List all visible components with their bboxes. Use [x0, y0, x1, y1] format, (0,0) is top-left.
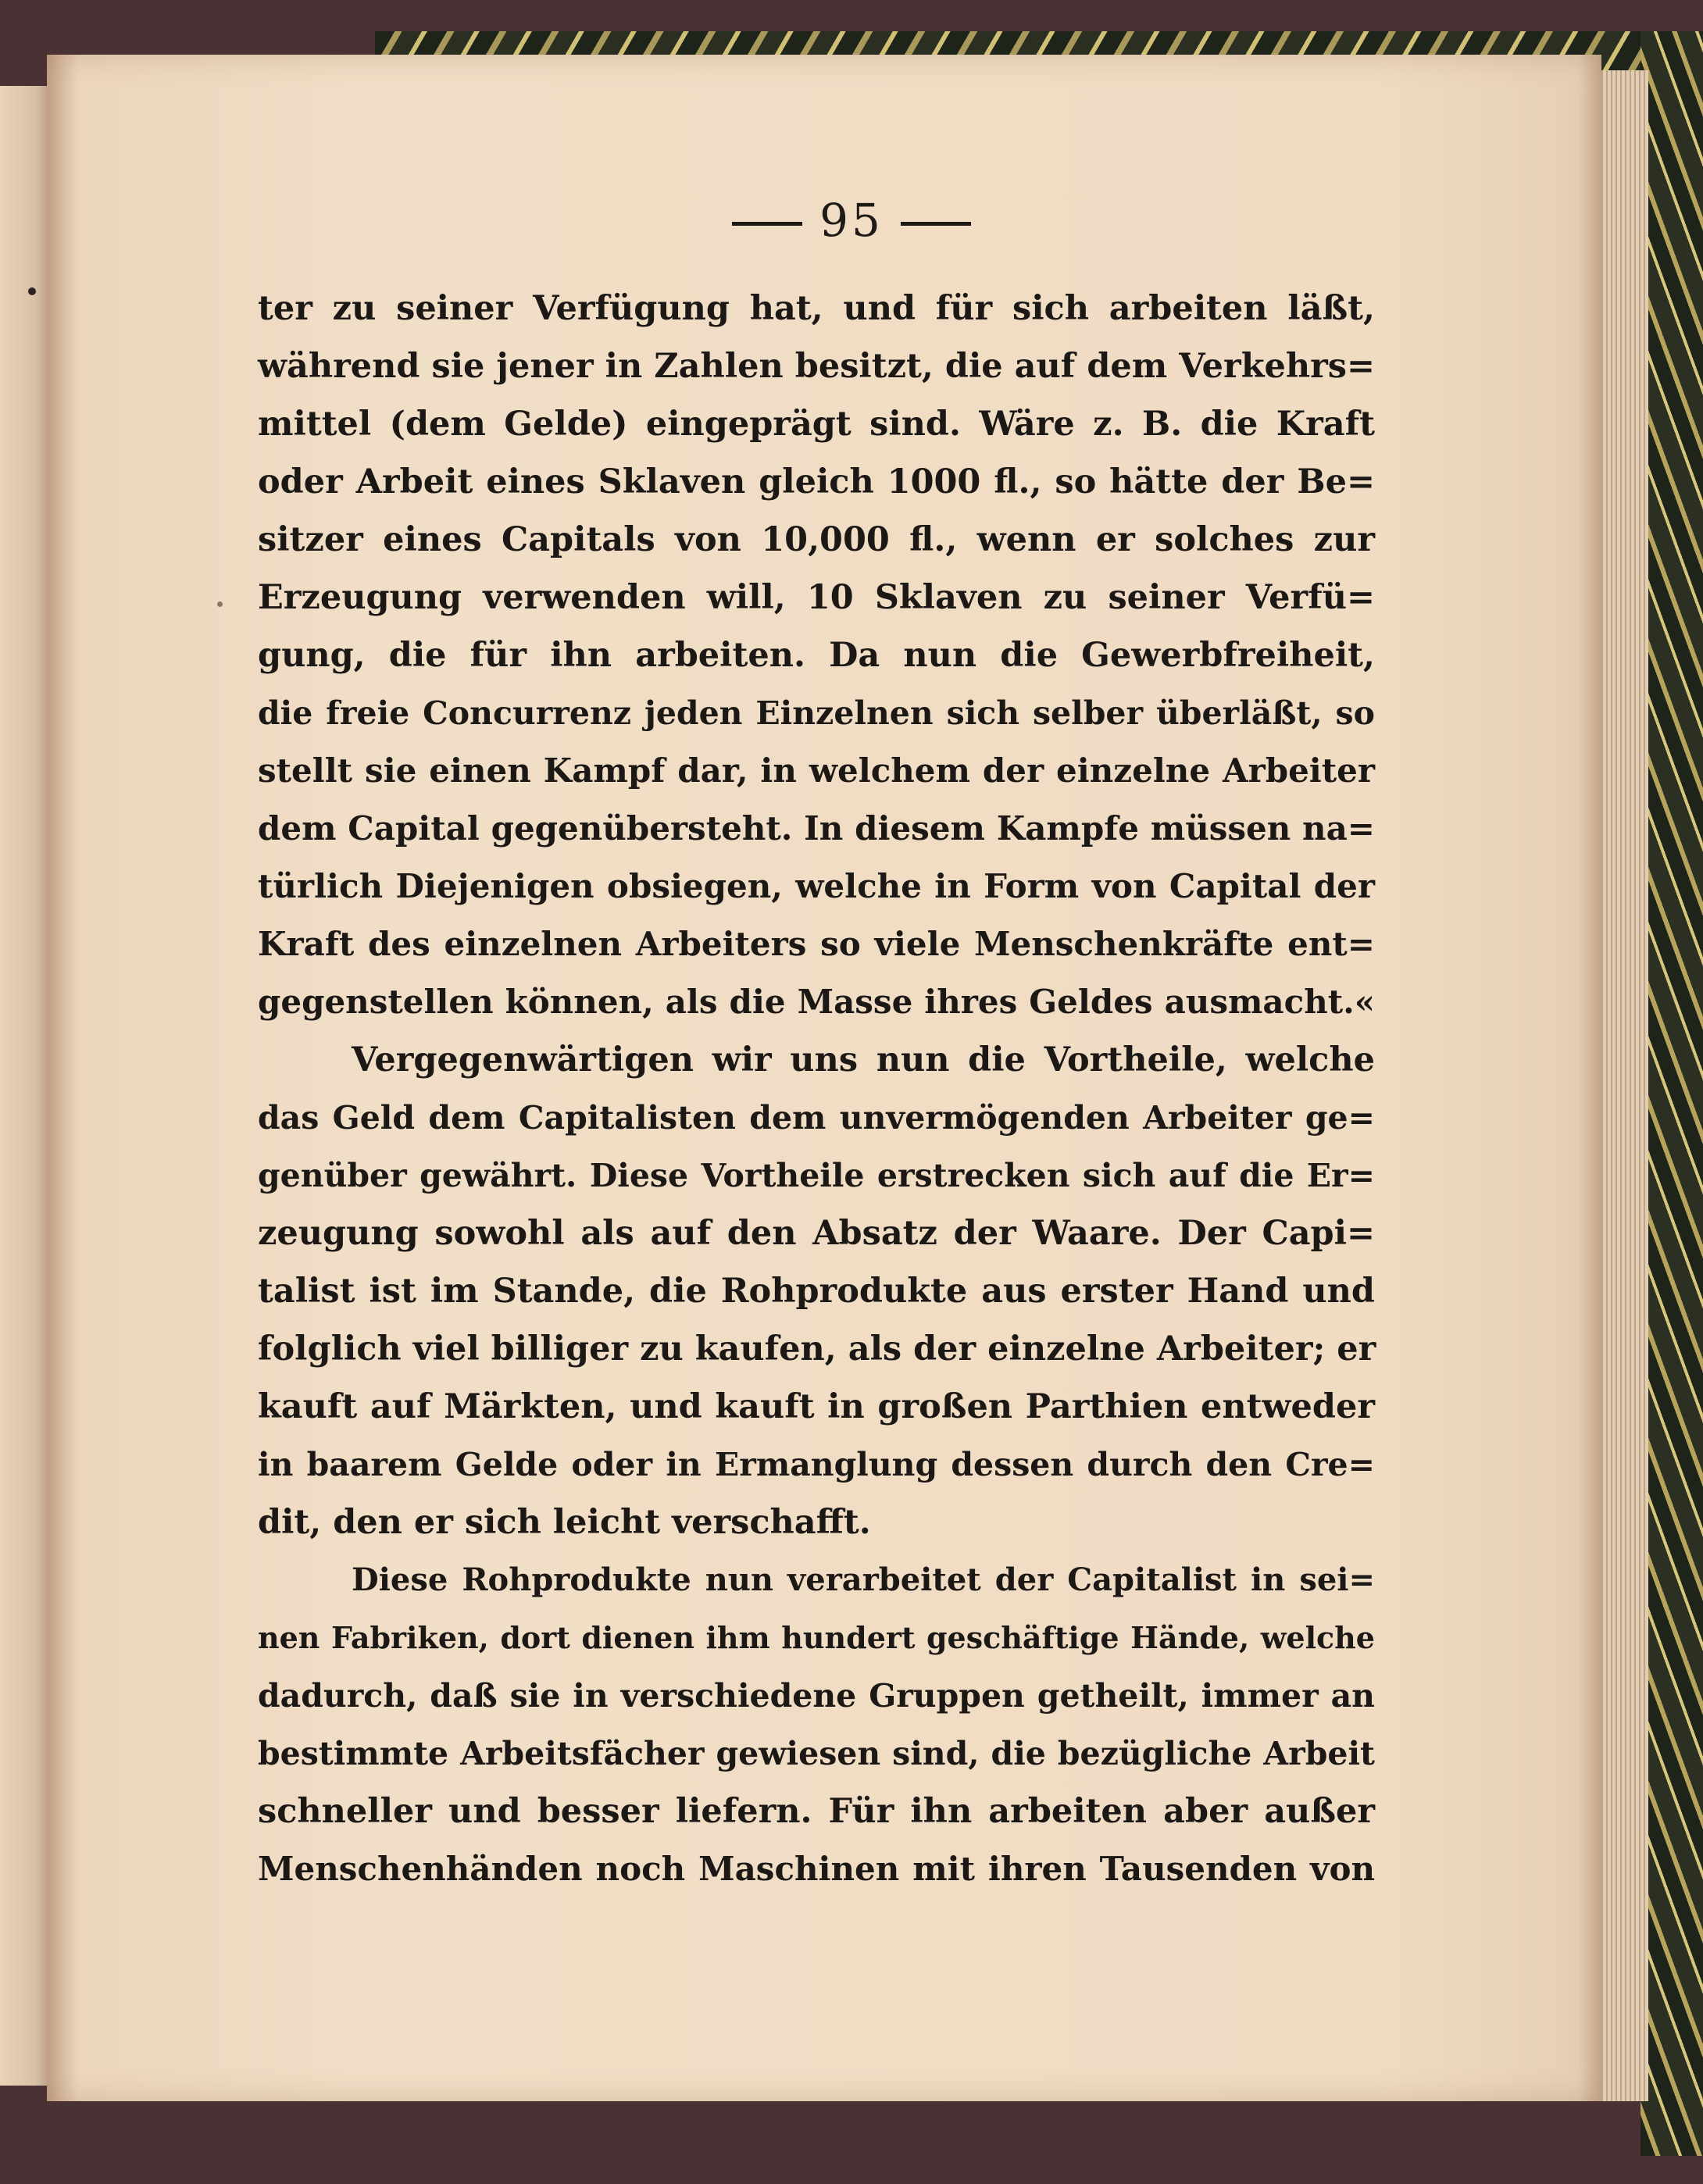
text-line: Menschenhänden noch Maschinen mit ihren Tausenden von	[258, 1850, 1375, 1888]
text-line: während sie jener in Zahlen besitzt, die auf dem Verkehrs=	[258, 347, 1375, 386]
margin-mark	[28, 287, 36, 295]
text-line: bestimmte Arbeitsfächer gewiesen sind, die bezügliche Arbeit	[258, 1735, 1375, 1772]
text-line: genüber gewährt. Diese Vortheile erstrecken sich auf die Er=	[258, 1157, 1375, 1194]
text-line: talist ist im Stande, die Rohprodukte aus erster Hand und	[258, 1272, 1375, 1311]
header-dash-left	[732, 222, 802, 226]
text-line: türlich Diejenigen obsiegen, welche in Form von Capital der	[258, 867, 1375, 905]
text-line: dem Capital gegenübersteht. In diesem Kampfe müssen na=	[258, 809, 1375, 848]
text-line: gegenstellen können, als die Masse ihres Geldes ausmacht.«	[258, 983, 1375, 1021]
text-line: mittel (dem Gelde) eingeprägt sind. Wäre z. B. die Kraft	[258, 405, 1375, 444]
page-block-edges	[1594, 70, 1648, 2101]
text-line: nen Fabriken, dort dienen ihm hundert geschäftige Hände, welche	[258, 1620, 1375, 1655]
text-line: zeugung sowohl als auf den Absatz der Waare. Der Capi=	[258, 1214, 1375, 1253]
text-line: das Geld dem Capitalisten dem unvermögenden Arbeiter ge=	[258, 1099, 1375, 1137]
header-dash-right	[901, 222, 971, 226]
text-line: in baarem Gelde oder in Ermanglung dessen durch den Cre=	[258, 1446, 1375, 1483]
paragraph	[258, 1031, 1375, 1551]
margin-speck	[217, 601, 223, 607]
paragraph	[258, 1551, 1375, 1898]
text-line: folglich viel billiger zu kaufen, als der einzelne Arbeiter; er	[258, 1329, 1376, 1369]
paragraph	[258, 280, 1375, 1031]
text-line: schneller und besser liefern. Für ihn arbeiten aber außer	[258, 1792, 1375, 1831]
text-line: stellt sie einen Kampf dar, in welchem der einzelne Arbeiter	[258, 751, 1375, 790]
marbled-board-right	[1641, 31, 1703, 2156]
page-header	[0, 194, 1703, 247]
text-line: Vergegenwärtigen wir uns nun die Vortheile, welche	[352, 1040, 1375, 1080]
text-line: sitzer eines Capitals von 10,000 fl., wenn er solches zur	[258, 520, 1375, 559]
text-line: die freie Concurrenz jeden Einzelnen sich selber überläßt, so	[258, 694, 1375, 732]
text-line: dadurch, daß sie in verschiedene Gruppen getheilt, immer an	[258, 1677, 1375, 1715]
text-line: kauft auf Märkten, und kauft in großen Parthien entweder	[258, 1387, 1375, 1426]
text-line: Erzeugung verwenden will, 10 Sklaven zu seiner Verfü=	[258, 578, 1375, 617]
text-line: dit, den er sich leicht verschafft.	[258, 1503, 871, 1542]
text-line: ter zu seiner Verfügung hat, und für sich arbeiten läßt,	[258, 289, 1375, 328]
text-line: gung, die für ihn arbeiten. Da nun die Gewerbfreiheit,	[258, 636, 1375, 675]
page-body	[258, 280, 1375, 1898]
facing-page-edge	[0, 86, 52, 2086]
text-line: oder Arbeit eines Sklaven gleich 1000 fl., so hätte der Be=	[258, 462, 1375, 501]
text-line: Diese Rohprodukte nun verarbeitet der Capitalist in sei=	[352, 1561, 1375, 1598]
text-line: Kraft des einzelnen Arbeiters so viele Menschenkräfte ent=	[258, 925, 1375, 963]
page-number: 95	[819, 194, 884, 247]
